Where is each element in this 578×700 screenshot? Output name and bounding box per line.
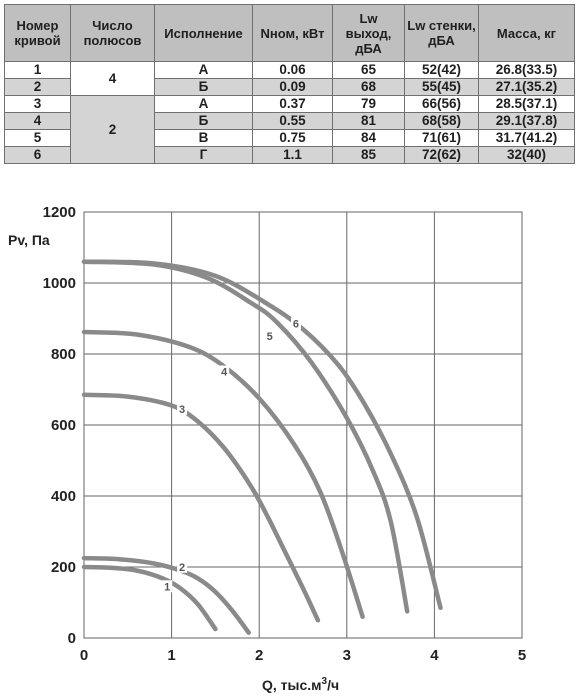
cell-power: 0.75 bbox=[253, 130, 333, 147]
cell-curve: 1 bbox=[5, 62, 71, 79]
cell-mass: 29.1(37.8) bbox=[479, 113, 575, 130]
curve-label-5: 5 bbox=[266, 331, 273, 344]
cell-power: 0.55 bbox=[253, 113, 333, 130]
cell-lw-wall: 72(62) bbox=[405, 147, 479, 164]
header-lw-wall: Lw стенки, дБА bbox=[405, 5, 479, 62]
cell-variant: А bbox=[155, 62, 253, 79]
cell-lw-out: 68 bbox=[333, 79, 405, 96]
cell-lw-wall: 55(45) bbox=[405, 79, 479, 96]
cell-variant: А bbox=[155, 96, 253, 113]
y-tick-label: 0 bbox=[67, 630, 76, 647]
cell-variant: Б bbox=[155, 79, 253, 96]
header-lw-outlet: Lw выход, дБА bbox=[333, 5, 405, 62]
y-tick-label: 1000 bbox=[42, 275, 76, 292]
cell-lw-wall: 71(61) bbox=[405, 130, 479, 147]
curve-label-4: 4 bbox=[221, 366, 228, 379]
cell-lw-out: 84 bbox=[333, 130, 405, 147]
cell-poles-4: 4 bbox=[71, 62, 155, 96]
y-axis-title: Pv, Па bbox=[8, 232, 50, 248]
cell-curve: 3 bbox=[5, 96, 71, 113]
curve-label-3: 3 bbox=[179, 403, 186, 416]
cell-power: 0.06 bbox=[253, 62, 333, 79]
x-tick-label: 0 bbox=[79, 647, 89, 664]
header-power: Nном, кВт bbox=[253, 5, 333, 62]
header-curve-number: Номер кривой bbox=[5, 5, 71, 62]
cell-power: 1.1 bbox=[253, 147, 333, 164]
cell-power: 0.09 bbox=[253, 79, 333, 96]
cell-curve: 6 bbox=[5, 147, 71, 164]
y-tick-label: 200 bbox=[50, 559, 76, 576]
x-tick-label: 2 bbox=[255, 647, 264, 664]
cell-mass: 32(40) bbox=[479, 147, 575, 164]
curve-label-6: 6 bbox=[292, 318, 300, 331]
cell-lw-wall: 66(56) bbox=[405, 96, 479, 113]
header-variant: Исполнение bbox=[155, 5, 253, 62]
cell-lw-out: 81 bbox=[333, 113, 405, 130]
cell-mass: 27.1(35.2) bbox=[479, 79, 575, 96]
x-tick-label: 1 bbox=[167, 647, 176, 664]
cell-lw-wall: 68(58) bbox=[405, 113, 479, 130]
cell-variant: Г bbox=[155, 147, 253, 164]
x-tick-label: 5 bbox=[517, 647, 527, 664]
cell-mass: 28.5(37.1) bbox=[479, 96, 575, 113]
x-tick-label: 3 bbox=[342, 647, 351, 664]
y-tick-label: 800 bbox=[50, 346, 76, 363]
curve-label-1: 1 bbox=[164, 581, 171, 594]
y-tick-label: 1200 bbox=[42, 204, 76, 221]
cell-variant: Б bbox=[155, 113, 253, 130]
curve-label-2: 2 bbox=[179, 561, 186, 574]
cell-variant: В bbox=[155, 130, 253, 147]
cell-mass: 26.8(33.5) bbox=[479, 62, 575, 79]
cell-curve: 2 bbox=[5, 79, 71, 96]
cell-curve: 4 bbox=[5, 113, 71, 130]
cell-poles-2: 2 bbox=[71, 96, 155, 164]
cell-lw-out: 85 bbox=[333, 147, 405, 164]
cell-lw-out: 79 bbox=[333, 96, 405, 113]
y-tick-label: 600 bbox=[50, 417, 76, 434]
cell-mass: 31.7(41.2) bbox=[479, 130, 575, 147]
cell-power: 0.37 bbox=[253, 96, 333, 113]
header-pole-count: Число полюсов bbox=[71, 5, 155, 62]
cell-lw-out: 65 bbox=[333, 62, 405, 79]
cell-lw-wall: 52(42) bbox=[405, 62, 479, 79]
x-tick-label: 4 bbox=[430, 647, 439, 664]
header-mass: Масса, кг bbox=[479, 5, 575, 62]
cell-curve: 5 bbox=[5, 130, 71, 147]
y-tick-label: 400 bbox=[50, 488, 76, 505]
x-axis-title: Q, $тыс.м^3/ч$ bbox=[262, 676, 340, 693]
